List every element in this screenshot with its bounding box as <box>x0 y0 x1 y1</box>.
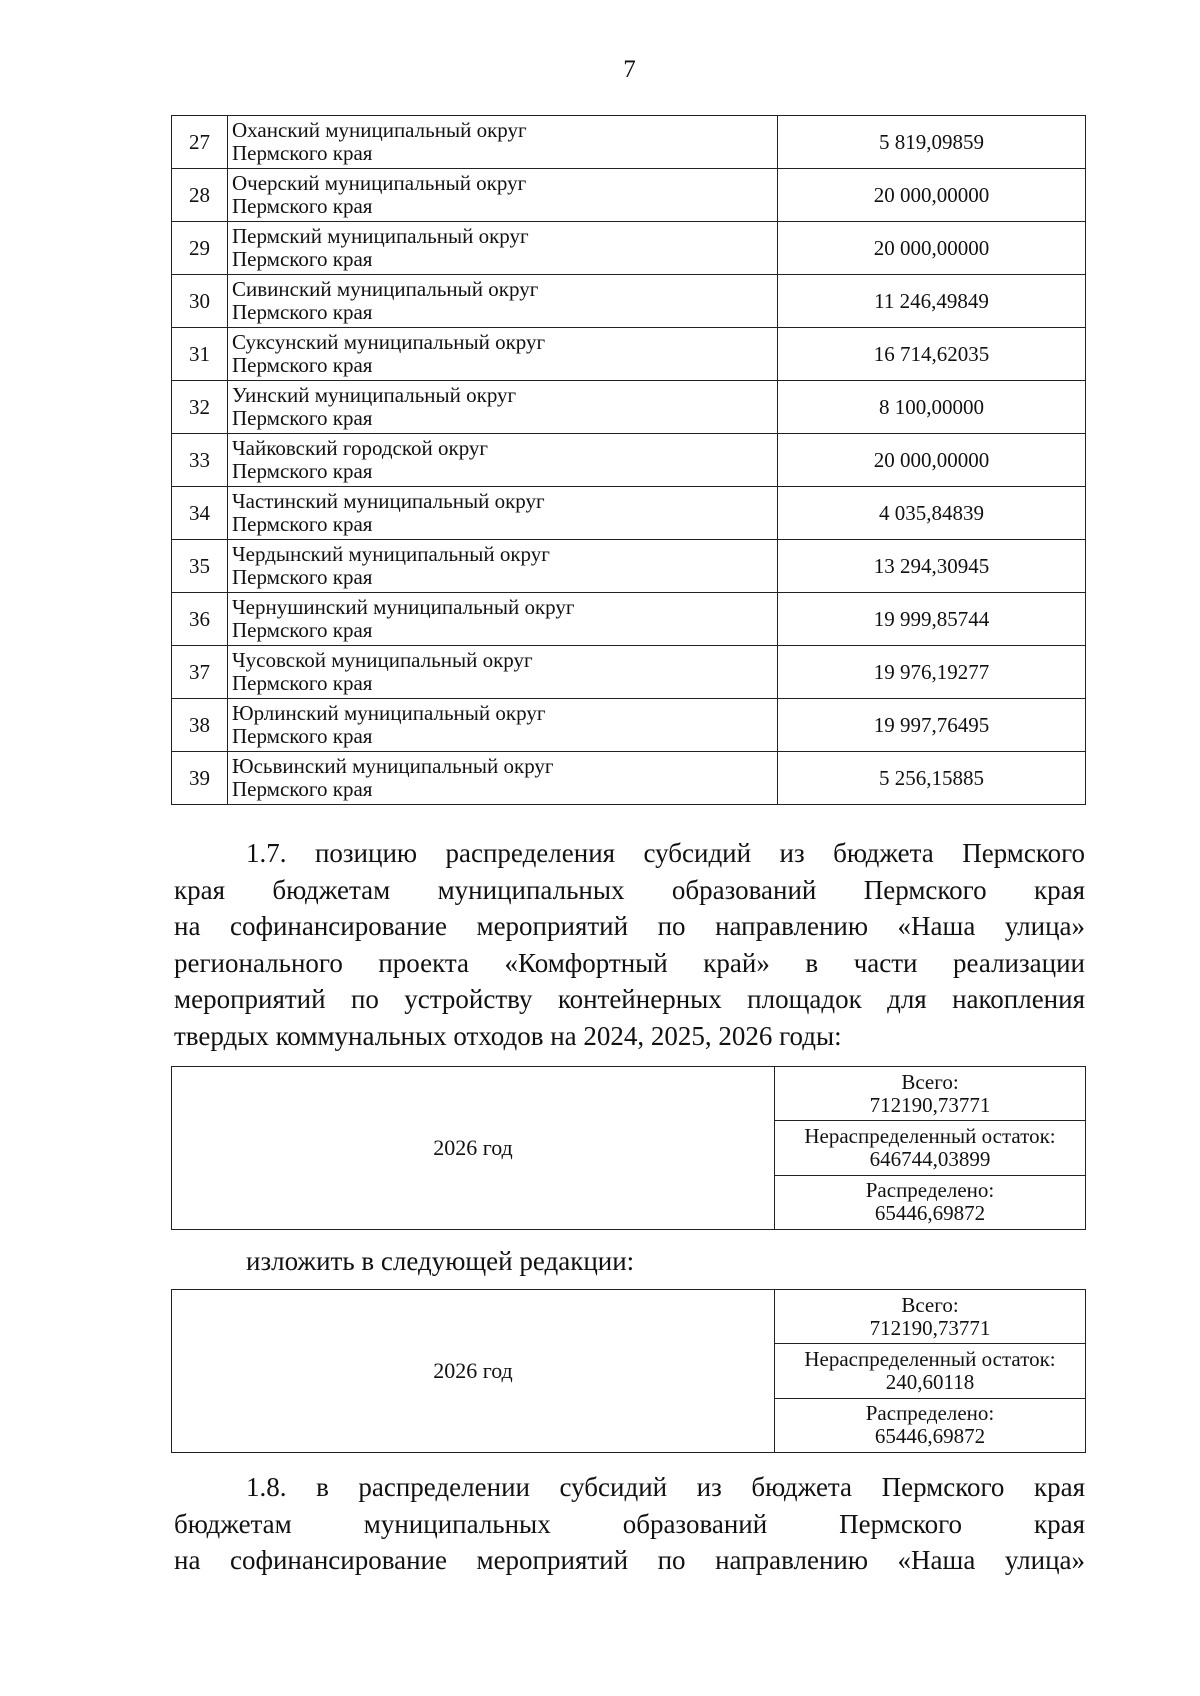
district-name-line1: Уинский муниципальный округ <box>232 383 517 407</box>
paragraph-line: регионального проекта «Комфортный край» в части реализации <box>174 947 1085 978</box>
subsidy-amount: 8 100,00000 <box>778 381 1086 434</box>
district-name-line1: Пермский муниципальный округ <box>232 224 529 248</box>
district-name-line1: Юсьвинский муниципальный округ <box>232 754 554 778</box>
district-name-line2: Пермского края <box>232 618 373 642</box>
redaction-text: изложить в следующей редакции: <box>246 1246 635 1276</box>
remainder-value: 240,60118 <box>885 1369 975 1394</box>
district-name-line2: Пермского края <box>232 459 373 483</box>
row-number: 33 <box>172 434 228 487</box>
district-name-line2: Пермского края <box>232 247 373 271</box>
paragraph-line: на софинансирование мероприятий по направлению «Наша улица» <box>174 911 1085 941</box>
row-number: 38 <box>172 699 228 752</box>
district-name-line1: Чернушинский муниципальный округ <box>232 595 575 619</box>
district-name-line1: Юрлинский муниципальный округ <box>232 701 546 725</box>
distributed-value: 65446,69872 <box>874 1424 986 1449</box>
subsidy-amount: 4 035,84839 <box>778 487 1086 540</box>
page-number: 7 <box>623 56 636 83</box>
district-name-line1: Суксунский муниципальный округ <box>232 330 546 354</box>
district-name-line1: Сивинский муниципальный округ <box>232 277 539 301</box>
district-name <box>228 646 778 699</box>
year-cell: 2026 год <box>172 1290 775 1453</box>
row-number: 34 <box>172 487 228 540</box>
district-name-line2: Пермского края <box>232 406 373 430</box>
subsidy-amount: 19 999,85744 <box>778 593 1086 646</box>
district-name <box>228 328 778 381</box>
row-number: 31 <box>172 328 228 381</box>
district-name <box>228 381 778 434</box>
paragraph-line: на софинансирование мероприятий по направлению «Наша улица» <box>174 1545 1085 1575</box>
table-row <box>172 752 1086 805</box>
subsidy-amount: 20 000,00000 <box>778 434 1086 487</box>
district-name <box>228 116 778 169</box>
district-name-line1: Чердынский муниципальный округ <box>232 542 550 566</box>
table-row <box>172 169 1086 222</box>
year-cell: 2026 год <box>172 1067 775 1230</box>
table-row <box>172 540 1086 593</box>
district-name-line2: Пермского края <box>232 194 373 218</box>
table-row <box>172 222 1086 275</box>
row-number: 27 <box>172 116 228 169</box>
row-number: 32 <box>172 381 228 434</box>
total-value: 712190,73771 <box>869 1092 991 1117</box>
district-name <box>228 752 778 805</box>
total-cell <box>775 1067 1086 1121</box>
remainder-cell <box>775 1344 1086 1398</box>
row-number: 30 <box>172 275 228 328</box>
subsidy-summary-table-before <box>171 1066 1086 1230</box>
district-name-line2: Пермского края <box>232 141 373 165</box>
paragraph-1-8 <box>174 1469 1085 1579</box>
district-name-line2: Пермского края <box>232 565 373 589</box>
table-row <box>172 487 1086 540</box>
district-name <box>228 434 778 487</box>
total-cell <box>775 1290 1086 1344</box>
row-number: 35 <box>172 540 228 593</box>
table-row <box>172 328 1086 381</box>
district-name-line2: Пермского края <box>232 353 373 377</box>
table-row <box>172 593 1086 646</box>
district-name-line2: Пермского края <box>232 512 373 536</box>
distributed-cell <box>775 1175 1086 1229</box>
row-number: 29 <box>172 222 228 275</box>
paragraph-line: твердых коммунальных отходов на 2024, 2025, 2026 годы: <box>174 1020 842 1051</box>
district-name-line1: Оханский муниципальный округ <box>232 118 527 142</box>
district-name <box>228 169 778 222</box>
subsidy-summary-table-after <box>171 1289 1086 1453</box>
paragraph-line: мероприятий по устройству контейнерных площадок для накопления <box>174 984 1085 1014</box>
row-number: 37 <box>172 646 228 699</box>
subsidy-amount: 13 294,30945 <box>778 540 1086 593</box>
table-row <box>172 275 1086 328</box>
district-name <box>228 275 778 328</box>
subsidy-amount: 16 714,62035 <box>778 328 1086 381</box>
paragraph-line: 1.8. в распределении субсидий из бюджета Пермского края <box>246 1472 1085 1502</box>
table-row <box>172 699 1086 752</box>
paragraph-1-7 <box>174 835 1085 1054</box>
table-row <box>172 381 1086 434</box>
district-subsidy-table <box>171 115 1086 805</box>
distributed-cell <box>775 1398 1086 1452</box>
district-name-line1: Частинский муниципальный округ <box>232 489 545 513</box>
total-value: 712190,73771 <box>869 1315 991 1340</box>
row-number: 28 <box>172 169 228 222</box>
district-name-line1: Очерский муниципальный округ <box>232 171 527 195</box>
total-label: Всего: <box>901 1292 959 1317</box>
table-row <box>172 434 1086 487</box>
district-name-line1: Чайковский городской округ <box>232 436 489 460</box>
remainder-label: Нераспределенный остаток: <box>804 1123 1056 1148</box>
district-name-line2: Пермского края <box>232 300 373 324</box>
remainder-value: 646744,03899 <box>869 1146 991 1171</box>
district-name-line2: Пермского края <box>232 777 373 801</box>
paragraph-line: бюджетам муниципальных образований Пермского края <box>174 1508 1085 1539</box>
remainder-label: Нераспределенный остаток: <box>804 1346 1056 1371</box>
district-name <box>228 699 778 752</box>
paragraph-line: 1.7. позицию распределения субсидий из бюджета Пермского <box>246 838 1085 868</box>
district-name-line1: Чусовской муниципальный округ <box>232 648 533 672</box>
row-number: 39 <box>172 752 228 805</box>
subsidy-amount: 5 819,09859 <box>778 116 1086 169</box>
subsidy-amount: 11 246,49849 <box>778 275 1086 328</box>
subsidy-amount: 19 997,76495 <box>778 699 1086 752</box>
total-label: Всего: <box>901 1069 959 1094</box>
table-row <box>172 116 1086 169</box>
distributed-label: Распределено: <box>865 1178 995 1203</box>
district-name <box>228 593 778 646</box>
district-name <box>228 487 778 540</box>
table-row <box>172 646 1086 699</box>
remainder-cell <box>775 1121 1086 1175</box>
distributed-label: Распределено: <box>865 1401 995 1426</box>
district-name <box>228 222 778 275</box>
subsidy-amount: 19 976,19277 <box>778 646 1086 699</box>
subsidy-amount: 20 000,00000 <box>778 222 1086 275</box>
subsidy-amount: 5 256,15885 <box>778 752 1086 805</box>
paragraph-line: края бюджетам муниципальных образований Пермского края <box>174 874 1085 905</box>
district-name <box>228 540 778 593</box>
subsidy-amount: 20 000,00000 <box>778 169 1086 222</box>
row-number: 36 <box>172 593 228 646</box>
distributed-value: 65446,69872 <box>874 1201 986 1226</box>
district-name-line2: Пермского края <box>232 671 373 695</box>
district-name-line2: Пермского края <box>232 724 373 748</box>
